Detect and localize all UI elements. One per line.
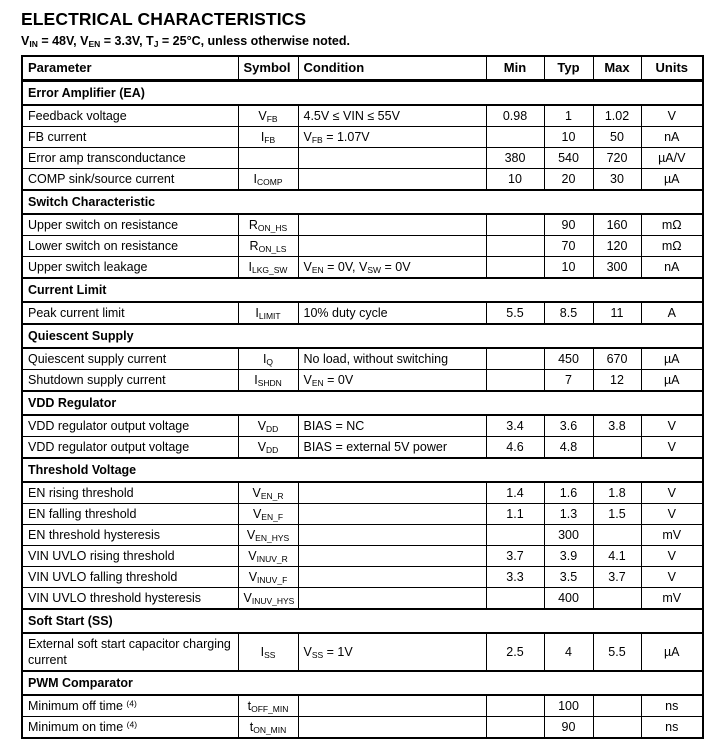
typ-cell: 7 (544, 370, 593, 392)
electrical-characteristics-table (21, 55, 704, 739)
typ-cell: 3.9 (544, 546, 593, 567)
units-cell: ns (641, 717, 703, 739)
max-cell (593, 588, 641, 610)
table-row (22, 546, 703, 567)
symbol-cell: $I_{FB}$ (238, 127, 298, 148)
condition-cell: 4.5V ≤ VIN ≤ 55V (298, 105, 486, 127)
condition-cell: $V_{FB} = 1.07V$ (298, 127, 486, 148)
param-cell: Minimum off time $^{(4)}$ (22, 695, 238, 717)
table-row (22, 105, 703, 127)
typ-cell: 10 (544, 257, 593, 279)
column-header-condition: Condition (298, 56, 486, 81)
symbol-cell: $I_{LIMIT}$ (238, 302, 298, 324)
table-row (22, 437, 703, 459)
table-row (22, 482, 703, 504)
min-cell (486, 257, 544, 279)
param-cell: External soft start capacitor charging current (22, 633, 238, 671)
max-cell: 50 (593, 127, 641, 148)
condition-cell (298, 504, 486, 525)
max-cell: 160 (593, 214, 641, 236)
table-row (22, 302, 703, 324)
max-cell: 670 (593, 348, 641, 370)
section-header-row (22, 81, 703, 106)
max-cell: 3.7 (593, 567, 641, 588)
symbol-cell: $V_{INUV\_HYS}$ (238, 588, 298, 610)
units-cell: µA (641, 169, 703, 191)
units-cell: V (641, 437, 703, 459)
typ-cell: 450 (544, 348, 593, 370)
symbol-cell (238, 148, 298, 169)
table-row (22, 214, 703, 236)
max-cell (593, 695, 641, 717)
typ-cell: 3.6 (544, 415, 593, 437)
param-cell: Minimum on time $^{(4)}$ (22, 717, 238, 739)
units-cell: ns (641, 695, 703, 717)
units-cell: V (641, 504, 703, 525)
symbol-cell: $V_{EN\_F}$ (238, 504, 298, 525)
max-cell: 1.5 (593, 504, 641, 525)
typ-cell: 90 (544, 717, 593, 739)
table-row (22, 348, 703, 370)
symbol-cell: $V_{INUV\_F}$ (238, 567, 298, 588)
max-cell: 30 (593, 169, 641, 191)
param-cell: EN falling threshold (22, 504, 238, 525)
units-cell: µA (641, 633, 703, 671)
section-title: Threshold Voltage (22, 458, 703, 482)
table-row (22, 127, 703, 148)
param-cell: Error amp transconductance (22, 148, 238, 169)
section-title: Error Amplifier (EA) (22, 81, 703, 106)
page-title: ELECTRICAL CHARACTERISTICS (21, 9, 307, 29)
param-cell: VIN UVLO falling threshold (22, 567, 238, 588)
section-title: Soft Start (SS) (22, 609, 703, 633)
param-cell: VIN UVLO rising threshold (22, 546, 238, 567)
table-row (22, 504, 703, 525)
min-cell: 3.3 (486, 567, 544, 588)
min-cell: 0.98 (486, 105, 544, 127)
table-row (22, 415, 703, 437)
symbol-cell: $I_Q$ (238, 348, 298, 370)
section-header-row (22, 458, 703, 482)
param-cell: Lower switch on resistance (22, 236, 238, 257)
typ-cell: 100 (544, 695, 593, 717)
units-cell: mΩ (641, 236, 703, 257)
units-cell: V (641, 567, 703, 588)
symbol-cell: $V_{DD}$ (238, 437, 298, 459)
param-cell: Peak current limit (22, 302, 238, 324)
table-row (22, 567, 703, 588)
units-cell: mV (641, 588, 703, 610)
min-cell: 1.1 (486, 504, 544, 525)
section-title: VDD Regulator (22, 391, 703, 415)
condition-cell: No load, without switching (298, 348, 486, 370)
table-row (22, 148, 703, 169)
max-cell (593, 437, 641, 459)
max-cell: 1.02 (593, 105, 641, 127)
min-cell (486, 370, 544, 392)
max-cell: 300 (593, 257, 641, 279)
max-cell: 720 (593, 148, 641, 169)
typ-cell: 1.6 (544, 482, 593, 504)
max-cell: 5.5 (593, 633, 641, 671)
table-row (22, 169, 703, 191)
min-cell: 380 (486, 148, 544, 169)
column-header-max: Max (593, 56, 641, 81)
condition-cell: BIAS = external 5V power (298, 437, 486, 459)
column-header-symbol: Symbol (238, 56, 298, 81)
column-header-units: Units (641, 56, 703, 81)
condition-cell (298, 567, 486, 588)
units-cell: V (641, 482, 703, 504)
header-row (22, 56, 703, 81)
condition-cell (298, 236, 486, 257)
conditions-note: $V_{IN} = 48V$, $V_{EN} = 3.3V$, $T_J = 25^\circ C$, unless otherwise noted. (21, 34, 350, 49)
symbol-cell: $V_{DD}$ (238, 415, 298, 437)
max-cell (593, 525, 641, 546)
table-row (22, 717, 703, 739)
symbol-cell: $R_{ON\_HS}$ (238, 214, 298, 236)
section-title: Current Limit (22, 278, 703, 302)
param-cell: Shutdown supply current (22, 370, 238, 392)
min-cell: 1.4 (486, 482, 544, 504)
units-cell: nA (641, 257, 703, 279)
param-cell: EN rising threshold (22, 482, 238, 504)
typ-cell: 300 (544, 525, 593, 546)
min-cell: 4.6 (486, 437, 544, 459)
symbol-cell: $V_{EN\_R}$ (238, 482, 298, 504)
table-row (22, 588, 703, 610)
symbol-cell: $t_{OFF\_MIN}$ (238, 695, 298, 717)
min-cell (486, 525, 544, 546)
units-cell: mΩ (641, 214, 703, 236)
section-header-row (22, 391, 703, 415)
units-cell: µA (641, 370, 703, 392)
symbol-cell: $I_{SS}$ (238, 633, 298, 671)
typ-cell: 1.3 (544, 504, 593, 525)
table-row (22, 633, 703, 671)
column-header-parameter: Parameter (22, 56, 238, 81)
param-cell: VIN UVLO threshold hysteresis (22, 588, 238, 610)
section-header-row (22, 278, 703, 302)
typ-cell: 20 (544, 169, 593, 191)
units-cell: µA/V (641, 148, 703, 169)
typ-cell: 540 (544, 148, 593, 169)
min-cell: 5.5 (486, 302, 544, 324)
typ-cell: 4.8 (544, 437, 593, 459)
min-cell: 3.7 (486, 546, 544, 567)
condition-cell: BIAS = NC (298, 415, 486, 437)
min-cell (486, 695, 544, 717)
units-cell: V (641, 105, 703, 127)
max-cell: 1.8 (593, 482, 641, 504)
max-cell: 11 (593, 302, 641, 324)
typ-cell: 10 (544, 127, 593, 148)
symbol-cell: $t_{ON\_MIN}$ (238, 717, 298, 739)
table-row (22, 370, 703, 392)
condition-cell (298, 148, 486, 169)
condition-cell: $V_{EN} = 0V$ (298, 370, 486, 392)
max-cell: 3.8 (593, 415, 641, 437)
section-header-row (22, 671, 703, 695)
symbol-cell: $I_{LKG\_SW}$ (238, 257, 298, 279)
condition-cell (298, 169, 486, 191)
symbol-cell: $V_{INUV\_R}$ (238, 546, 298, 567)
section-title: Quiescent Supply (22, 324, 703, 348)
max-cell: 12 (593, 370, 641, 392)
condition-cell (298, 482, 486, 504)
column-header-min: Min (486, 56, 544, 81)
table-row (22, 695, 703, 717)
param-cell: Quiescent supply current (22, 348, 238, 370)
param-cell: Upper switch leakage (22, 257, 238, 279)
min-cell (486, 236, 544, 257)
table-body (22, 81, 703, 739)
min-cell (486, 717, 544, 739)
symbol-cell: $I_{SHDN}$ (238, 370, 298, 392)
param-cell: VDD regulator output voltage (22, 437, 238, 459)
section-header-row (22, 190, 703, 214)
min-cell: 2.5 (486, 633, 544, 671)
condition-cell: $V_{SS} = 1V$ (298, 633, 486, 671)
typ-cell: 3.5 (544, 567, 593, 588)
typ-cell: 8.5 (544, 302, 593, 324)
param-cell: FB current (22, 127, 238, 148)
condition-cell: $V_{EN} = 0V$, $V_{SW} = 0V$ (298, 257, 486, 279)
table-row (22, 525, 703, 546)
param-cell: EN threshold hysteresis (22, 525, 238, 546)
param-cell: COMP sink/source current (22, 169, 238, 191)
condition-cell (298, 525, 486, 546)
max-cell: 120 (593, 236, 641, 257)
min-cell: 3.4 (486, 415, 544, 437)
typ-cell: 1 (544, 105, 593, 127)
max-cell (593, 717, 641, 739)
symbol-cell: $R_{ON\_LS}$ (238, 236, 298, 257)
units-cell: V (641, 546, 703, 567)
min-cell (486, 588, 544, 610)
section-title: Switch Characteristic (22, 190, 703, 214)
min-cell (486, 127, 544, 148)
units-cell: mV (641, 525, 703, 546)
typ-cell: 70 (544, 236, 593, 257)
condition-cell (298, 214, 486, 236)
param-cell: Upper switch on resistance (22, 214, 238, 236)
param-cell: VDD regulator output voltage (22, 415, 238, 437)
condition-cell (298, 546, 486, 567)
column-header-typ: Typ (544, 56, 593, 81)
table-row (22, 236, 703, 257)
units-cell: nA (641, 127, 703, 148)
max-cell: 4.1 (593, 546, 641, 567)
section-header-row (22, 609, 703, 633)
typ-cell: 400 (544, 588, 593, 610)
condition-cell (298, 695, 486, 717)
units-cell: µA (641, 348, 703, 370)
typ-cell: 90 (544, 214, 593, 236)
table-row (22, 257, 703, 279)
condition-cell (298, 588, 486, 610)
units-cell: V (641, 415, 703, 437)
min-cell: 10 (486, 169, 544, 191)
condition-cell (298, 717, 486, 739)
typ-cell: 4 (544, 633, 593, 671)
section-header-row (22, 324, 703, 348)
param-cell: Feedback voltage (22, 105, 238, 127)
min-cell (486, 214, 544, 236)
symbol-cell: $I_{COMP}$ (238, 169, 298, 191)
symbol-cell: $V_{FB}$ (238, 105, 298, 127)
min-cell (486, 348, 544, 370)
units-cell: A (641, 302, 703, 324)
section-title: PWM Comparator (22, 671, 703, 695)
condition-cell: 10% duty cycle (298, 302, 486, 324)
symbol-cell: $V_{EN\_HYS}$ (238, 525, 298, 546)
